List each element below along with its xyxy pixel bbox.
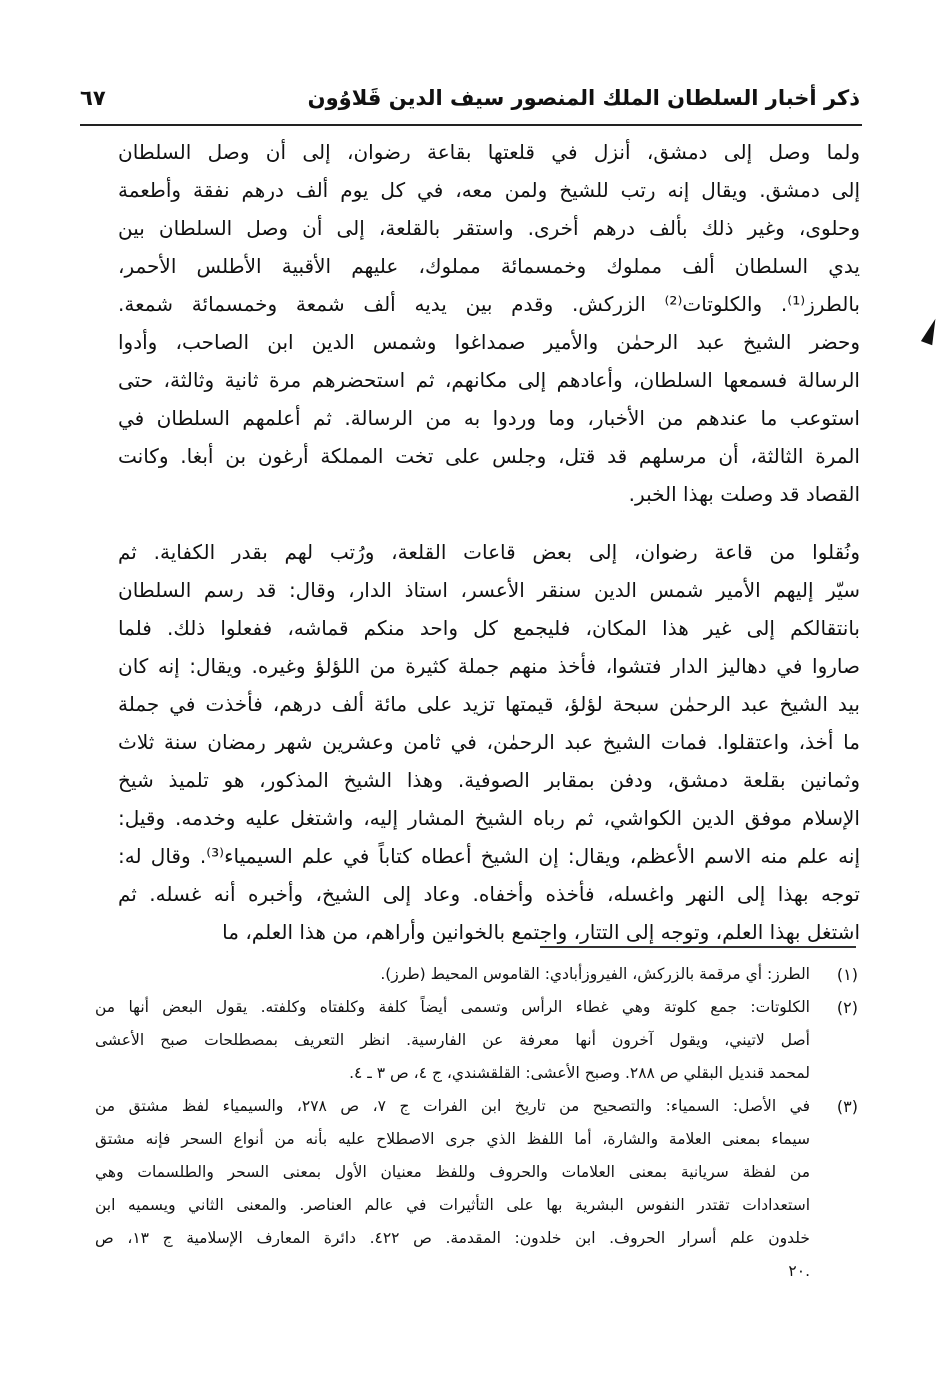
text-line: صاروا في دهاليز الدار فتشوا، فأخذ منهم جملة كثيرة من اللؤلؤ وغيره. ويقال: إنه كان xyxy=(118,654,860,678)
footnote-number: (٣) xyxy=(836,1097,858,1116)
text-line: بالطرز⁽¹⁾. والكلوتات⁽²⁾ الزركش. وقدم بين يديه ألف شمعة وخمسمائة شمعة. xyxy=(118,292,860,316)
footnotes xyxy=(95,958,858,1288)
footnote-rule xyxy=(540,946,856,948)
footnote-line: .٢٠ xyxy=(788,1262,810,1280)
text-line: إنه علم منه الاسم الأعظم، ويقال: إن الشيخ أعطاه كتاباً في علم السيمياء⁽³⁾. وقال له: xyxy=(118,844,860,868)
footnote xyxy=(95,991,858,1090)
footnote-line: الطرز: أي مرقمة بالزركش، الفيروزأبادي: القاموس المحيط (طرز). xyxy=(380,965,810,983)
text-line: إلى دمشق. ويقال إنه رتب للشيخ ولمن معه، في كل يوم ألف درهم نفقة وأطعمة xyxy=(118,178,860,202)
footnote-line: من لفظة سريانية بمعنى العلامات والحروف وللفظ معنيان الأول بمعنى السحر والطلسمات وهي xyxy=(95,1163,810,1181)
text-line: بانتقالكم إلى غير هذا المكان، فليجمع كل واحد منكم قماشه، ففعلوا ذلك. فلما xyxy=(118,616,860,640)
margin-mark xyxy=(921,317,937,346)
text-line: وحلوى، وغير ذلك بألف درهم أخرى. واستقر بالقلعة، إلى أن وصل السلطان بين xyxy=(118,216,860,240)
text-line: بيد الشيخ عبد الرحمٰن سبحة لؤلؤ، قيمتها تزيد على مائة ألف درهم، فأخذت في جملة xyxy=(118,692,860,716)
text-line: وثمانين بقلعة دمشق، ودفن بمقابر الصوفية. وهذا الشيخ المذكور، هو تلميذ شيخ xyxy=(118,768,860,792)
text-line: استوعب ما عندهم من الأخبار، وما وردوا به من الرسالة. ثم أعلمهم السلطان في xyxy=(118,406,860,430)
footnote-number: (٢) xyxy=(836,998,858,1017)
footnote-line: استعدادات تقتدر النفوس البشرية بها على التأثيرات في عالم العناصر. والمعنى الثاني ويسميه ابن xyxy=(95,1196,810,1214)
paragraph-gap xyxy=(118,513,860,533)
page-number: ٦٧ xyxy=(80,86,106,110)
text-line: ونُقلوا من قاعة رضوان، إلى بعض قاعات القلعة، ورُتب لهم بقدر الكفاية. ثم xyxy=(118,540,860,564)
main-text xyxy=(118,133,860,951)
text-line: سيّر إليهم الأمير شمس الدين سنقر الأعسر، استاذ الدار، وقال: قد رسم السلطان xyxy=(118,578,860,602)
text-line: اشتغل بهذا العلم، وتوجه إلى التتار، واجتمع بالخوانين وأراهم، من هذا العلم، ما xyxy=(222,920,860,944)
text-line: يدي السلطان ألف مملوك وخمسمائة مملوك، عليهم الأقبية الأطلس الأحمر، xyxy=(118,254,860,278)
footnote-line: أصل لاتيني، ويقول آخرون أنها معرفة عن الفارسية. انظر التعريف بمصطلحات صبح الأعشى xyxy=(95,1031,810,1049)
text-line: الرسالة فسمعها السلطان، وأعادهم إلى مكانهم، ثم استحضرهم مرة ثانية وثالثة، حتى xyxy=(118,368,860,392)
text-line: ولما وصل إلى دمشق، أنزل في قلعتها بقاعة رضوان، إلى أن وصل السلطان xyxy=(118,140,860,164)
text-line: القصاد قد وصلت بهذا الخبر. xyxy=(628,482,860,506)
footnote-line: خلدون علم أسرار الحروف. ابن خلدون: المقدمة. ص ٤٢٢. دائرة المعارف الإسلامية ج ١٣، ص xyxy=(95,1229,810,1247)
paragraph xyxy=(118,533,860,951)
text-line: ما أخذ، واعتقلوا. فمات الشيخ عبد الرحمٰن، في ثامن وعشرين شهر رمضان سنة ثلاث xyxy=(118,730,860,754)
text-line: المرة الثالثة، أن مرسلهم قد قتل، وجلس على تخت المملكة أرغون بن أبغا. وكانت xyxy=(118,444,860,468)
header-rule xyxy=(80,124,862,126)
footnote-line: لمحمد قنديل البقلي ص ٢٨٨. وصبح الأعشى: القلقشندي، ج ٤، ص ٣ ـ ٤. xyxy=(349,1064,810,1082)
footnote-line: سيماء بمعنى العلامة والشارة، أما اللفظ الذي جرى الاصطلاح عليه بأنه من أنواع السحر فإنه مشتق xyxy=(95,1130,810,1148)
footnote xyxy=(95,958,858,991)
footnote-number: (١) xyxy=(836,965,858,984)
text-line: توجه بهذا إلى النهر واغسله، فأخذه وأخفاه. وعاد إلى الشيخ، وأخبره أنه غسله. ثم xyxy=(118,882,860,906)
footnote-line: في الأصل: السمياء: والتصحيح من تاريخ ابن الفرات ج ٧، ص ٢٧٨، والسيمياء لفظ مشتق من xyxy=(95,1097,810,1115)
paragraph xyxy=(118,133,860,513)
text-line: وحضر الشيخ عبد الرحمٰن والأمير صمداغوا وشمس الدين ابن الصاحب، وأدوا xyxy=(118,330,860,354)
running-title: ذكر أخبار السلطان الملك المنصور سيف الدين قَلاوُون xyxy=(307,86,860,110)
text-line: الإسلام موفق الدين الكواشي، ثم رباه الشيخ المشار إليه، واشتغل عليه وخدمه. وقيل: xyxy=(118,806,860,830)
footnote-line: الكلوتات: جمع كلوتة وهي غطاء الرأس وتسمى أيضاً كلفة وكلفتاه وكلفته. يقول البعض أنها من xyxy=(95,998,810,1016)
footnote xyxy=(95,1090,858,1288)
running-header xyxy=(80,80,860,120)
